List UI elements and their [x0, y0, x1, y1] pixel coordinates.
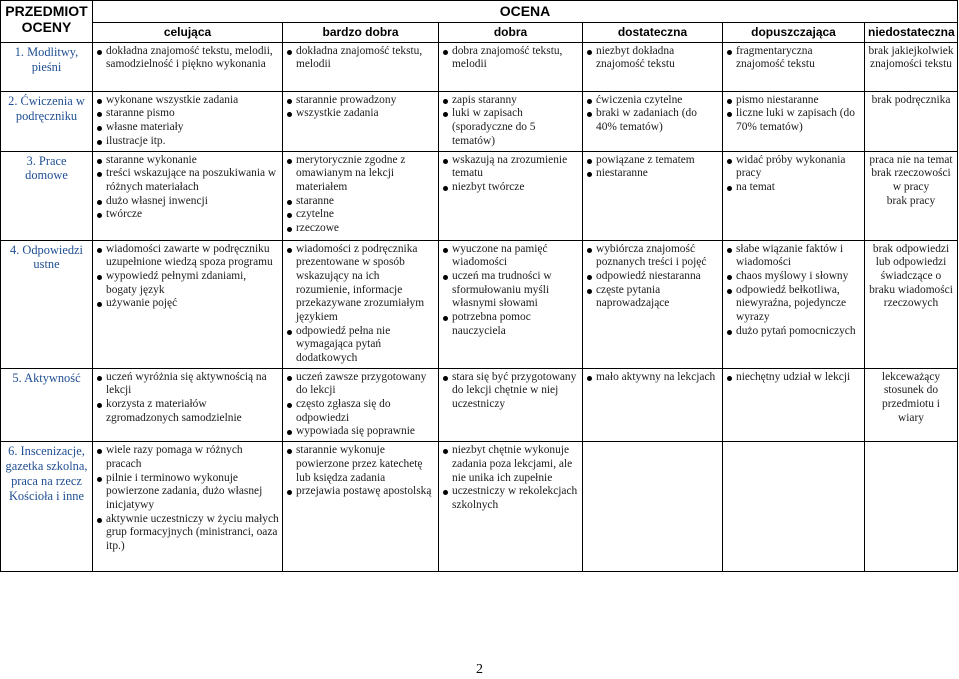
grade-bardzo-dobra-cell — [283, 42, 439, 91]
grade-niedostateczna-cell — [865, 91, 958, 151]
criteria-item: wypowiada się poprawnie — [286, 425, 435, 439]
grade-niedostateczna-cell — [865, 442, 958, 572]
category-cell: 1. Modlitwy, pieśni — [1, 42, 93, 91]
criteria-item: aktywnie uczestniczy w życiu małych grup formacyjnych (ministranci, oaza itp.) — [96, 513, 279, 554]
grade-dopuszczajaca-cell — [723, 240, 865, 368]
grade-dostateczna-cell — [583, 91, 723, 151]
grade-niedostateczna-header: niedostateczna — [865, 22, 958, 42]
grade-dopuszczajaca-header: dopuszczająca — [723, 22, 865, 42]
criteria-item: brak jakiejkolwiek znajomości tekstu — [868, 44, 954, 71]
grade-niedostateczna-cell — [865, 368, 958, 441]
criteria-item: brak podręcznika — [871, 93, 951, 106]
grade-bardzo-dobra-cell — [283, 368, 439, 441]
criteria-list — [726, 94, 861, 135]
criteria-item: liczne luki w zapisach (do 70% tematów) — [726, 107, 861, 134]
grade-niedostateczna-cell — [865, 42, 958, 91]
criteria-list — [868, 243, 954, 311]
criteria-list — [96, 243, 279, 311]
criteria-list — [586, 154, 719, 181]
criteria-item: odpowiedź pełna nie wymagająca pytań dodatkowych — [286, 325, 435, 366]
criteria-list — [442, 243, 579, 339]
category-cell: 2. Ćwiczenia w podręczniku — [1, 91, 93, 151]
table-row — [1, 91, 958, 151]
criteria-item: wiele razy pomaga w różnych pracach — [96, 444, 279, 471]
criteria-item: odpowiedź niestaranna — [586, 270, 719, 284]
criteria-item: często zgłasza się do odpowiedzi — [286, 398, 435, 425]
criteria-item: brak odpowiedzi lub odpowiedzi świadczące o braku wiadomości rzeczowych — [869, 242, 953, 310]
criteria-item: wiadomości z podręcznika prezentowane w sposób wskazujący na ich rozumienie, informacje przekazywane zrozumiałym językiem — [286, 243, 435, 325]
criteria-list — [868, 94, 954, 108]
category-cell: 6. Inscenizacje, gazetka szkolna, praca na rzecz Kościoła i inne — [1, 442, 93, 572]
criteria-item: niezbyt twórcze — [442, 181, 579, 195]
criteria-item: uczestniczy w rekolekcjach szkolnych — [442, 485, 579, 512]
grade-dostateczna-cell — [583, 240, 723, 368]
criteria-list — [442, 45, 579, 72]
category-cell: 3. Prace domowe — [1, 151, 93, 240]
criteria-item: częste pytania naprowadzające — [586, 284, 719, 311]
criteria-item: braki w zadaniach (do 40% tematów) — [586, 107, 719, 134]
table-row — [1, 442, 958, 572]
criteria-item: niestaranne — [586, 167, 719, 181]
criteria-list — [442, 154, 579, 195]
criteria-item: fragmentaryczna znajomość tekstu — [726, 45, 861, 72]
grade-dostateczna-cell — [583, 442, 723, 572]
grade-header-row — [1, 22, 958, 42]
grade-bardzo-dobra-cell — [283, 240, 439, 368]
grade-dostateczna-cell — [583, 368, 723, 441]
criteria-item: uczeń ma trudności w sformułowaniu myśli własnymi słowami — [442, 270, 579, 311]
criteria-list — [868, 45, 954, 72]
criteria-item: używanie pojęć — [96, 297, 279, 311]
criteria-item: staranne wykonanie — [96, 154, 279, 168]
criteria-item: treści wskazujące na poszukiwania w różnych materiałach — [96, 167, 279, 194]
criteria-item: dokładna znajomość tekstu, melodii — [286, 45, 435, 72]
grade-dostateczna-header: dostateczna — [583, 22, 723, 42]
criteria-item: staranne — [286, 195, 435, 209]
grade-bardzo-dobra-cell — [283, 442, 439, 572]
grade-dobra-cell — [439, 151, 583, 240]
criteria-list — [96, 94, 279, 149]
grade-bardzo-dobra-cell — [283, 151, 439, 240]
criteria-item: słabe wiązanie faktów i wiadomości — [726, 243, 861, 270]
grade-dobra-cell — [439, 442, 583, 572]
criteria-item: mało aktywny na lekcjach — [586, 371, 719, 385]
criteria-item: niezbyt dokładna znajomość tekstu — [586, 45, 719, 72]
grade-dobra-cell — [439, 42, 583, 91]
page-number: 2 — [476, 662, 483, 677]
criteria-list — [442, 444, 579, 512]
criteria-item: wskazują na zrozumienie tematu — [442, 154, 579, 181]
criteria-item: wypowiedź pełnymi zdaniami, bogaty język — [96, 270, 279, 297]
grade-celujaca-header: celująca — [93, 22, 283, 42]
criteria-item: uczeń wyróżnia się aktywnością na lekcji — [96, 371, 279, 398]
grade-celujaca-cell — [93, 240, 283, 368]
criteria-item: uczeń zawsze przygotowany do lekcji — [286, 371, 435, 398]
criteria-item: stara się być przygotowany do lekcji chętnie w niej uczestniczy — [442, 371, 579, 412]
criteria-item: luki w zapisach (sporadyczne do 5 tematów) — [442, 107, 579, 148]
criteria-item: odpowiedź bełkotliwa, niewyraźna, pojedyncze wyrazy — [726, 284, 861, 325]
criteria-item: niechętny udział w lekcji — [726, 371, 861, 385]
criteria-item: czytelne — [286, 208, 435, 222]
criteria-list — [868, 154, 954, 209]
criteria-list — [586, 243, 719, 311]
criteria-item: praca nie na temat — [869, 153, 953, 166]
criteria-item: staranne pismo — [96, 107, 279, 121]
criteria-list — [868, 371, 954, 426]
criteria-list — [96, 371, 279, 426]
grade-celujaca-cell — [93, 442, 283, 572]
criteria-list — [96, 154, 279, 222]
criteria-item: wszystkie zadania — [286, 107, 435, 121]
criteria-item: pilnie i terminowo wykonuje powierzone zadania, dużo własnej inicjatywy — [96, 472, 279, 513]
criteria-item: korzysta z materiałów zgromadzonych samodzielnie — [96, 398, 279, 425]
criteria-item: potrzebna pomoc nauczyciela — [442, 311, 579, 338]
grade-dobra-cell — [439, 91, 583, 151]
grade-dostateczna-cell — [583, 42, 723, 91]
criteria-item: dużo pytań pomocniczych — [726, 325, 861, 339]
criteria-item: starannie wykonuje powierzone przez katechetę lub księdza zadania — [286, 444, 435, 485]
criteria-item: wiadomości zawarte w podręczniku uzupełnione wiedzą spoza programu — [96, 243, 279, 270]
grade-bardzo-dobra-header: bardzo dobra — [283, 22, 439, 42]
criteria-item: wybiórcza znajomość poznanych treści i pojęć — [586, 243, 719, 270]
grade-celujaca-cell — [93, 42, 283, 91]
criteria-item: twórcze — [96, 208, 279, 222]
criteria-item: powiązane z tematem — [586, 154, 719, 168]
grade-celujaca-cell — [93, 368, 283, 441]
criteria-item: rzeczowe — [286, 222, 435, 236]
category-cell: 5. Aktywność — [1, 368, 93, 441]
criteria-list — [286, 444, 435, 499]
criteria-item: na temat — [726, 181, 861, 195]
grade-dobra-header: dobra — [439, 22, 583, 42]
criteria-list — [586, 371, 719, 385]
criteria-item: ilustracje itp. — [96, 135, 279, 149]
criteria-item: zapis staranny — [442, 94, 579, 108]
criteria-item: dobra znajomość tekstu, melodii — [442, 45, 579, 72]
criteria-list — [586, 45, 719, 72]
criteria-list — [96, 444, 279, 554]
criteria-list — [586, 94, 719, 135]
grade-dopuszczajaca-cell — [723, 368, 865, 441]
grade-niedostateczna-cell — [865, 151, 958, 240]
category-cell: 4. Odpowiedzi ustne — [1, 240, 93, 368]
criteria-item: starannie prowadzony — [286, 94, 435, 108]
grade-dopuszczajaca-cell — [723, 42, 865, 91]
criteria-item: brak rzeczowości w pracy — [871, 167, 951, 193]
criteria-item: własne materiały — [96, 121, 279, 135]
grade-niedostateczna-cell — [865, 240, 958, 368]
criteria-list — [726, 243, 861, 339]
criteria-list — [726, 154, 861, 195]
ocena-header: OCENA — [93, 1, 958, 23]
subject-header: PRZEDMIOT OCENY — [1, 1, 93, 43]
criteria-item: chaos myślowy i słowny — [726, 270, 861, 284]
criteria-list — [726, 45, 861, 72]
criteria-item: pismo niestaranne — [726, 94, 861, 108]
grade-dopuszczajaca-cell — [723, 442, 865, 572]
criteria-list — [286, 45, 435, 72]
grade-dobra-cell — [439, 368, 583, 441]
criteria-list — [726, 371, 861, 385]
criteria-item: niezbyt chętnie wykonuje zadania poza lekcjami, ale nie unika ich zupełnie — [442, 444, 579, 485]
grade-dopuszczajaca-cell — [723, 91, 865, 151]
criteria-list — [442, 94, 579, 149]
grade-dobra-cell — [439, 240, 583, 368]
criteria-item: dużo własnej inwencji — [96, 195, 279, 209]
criteria-list — [442, 371, 579, 412]
criteria-item: widać próby wykonania pracy — [726, 154, 861, 181]
table-row — [1, 240, 958, 368]
criteria-item: lekceważący stosunek do przedmiotu i wiary — [881, 370, 941, 424]
grade-celujaca-cell — [93, 91, 283, 151]
criteria-item: merytorycznie zgodne z omawianym na lekcji materiałem — [286, 154, 435, 195]
criteria-item: dokładna znajomość tekstu, melodii, samodzielność i piękno wykonania — [96, 45, 279, 72]
criteria-list — [96, 45, 279, 72]
criteria-item: przejawia postawę apostolską — [286, 485, 435, 499]
criteria-item: brak pracy — [886, 194, 936, 207]
table-row — [1, 151, 958, 240]
grade-bardzo-dobra-cell — [283, 91, 439, 151]
criteria-list — [286, 154, 435, 236]
table-row — [1, 368, 958, 441]
criteria-item: wykonane wszystkie zadania — [96, 94, 279, 108]
criteria-item: ćwiczenia czytelne — [586, 94, 719, 108]
criteria-item: wyuczone na pamięć wiadomości — [442, 243, 579, 270]
table-body — [1, 42, 958, 571]
grade-dopuszczajaca-cell — [723, 151, 865, 240]
grade-celujaca-cell — [93, 151, 283, 240]
table-row — [1, 42, 958, 91]
grade-dostateczna-cell — [583, 151, 723, 240]
criteria-list — [286, 243, 435, 366]
criteria-list — [286, 94, 435, 121]
criteria-list — [286, 371, 435, 439]
